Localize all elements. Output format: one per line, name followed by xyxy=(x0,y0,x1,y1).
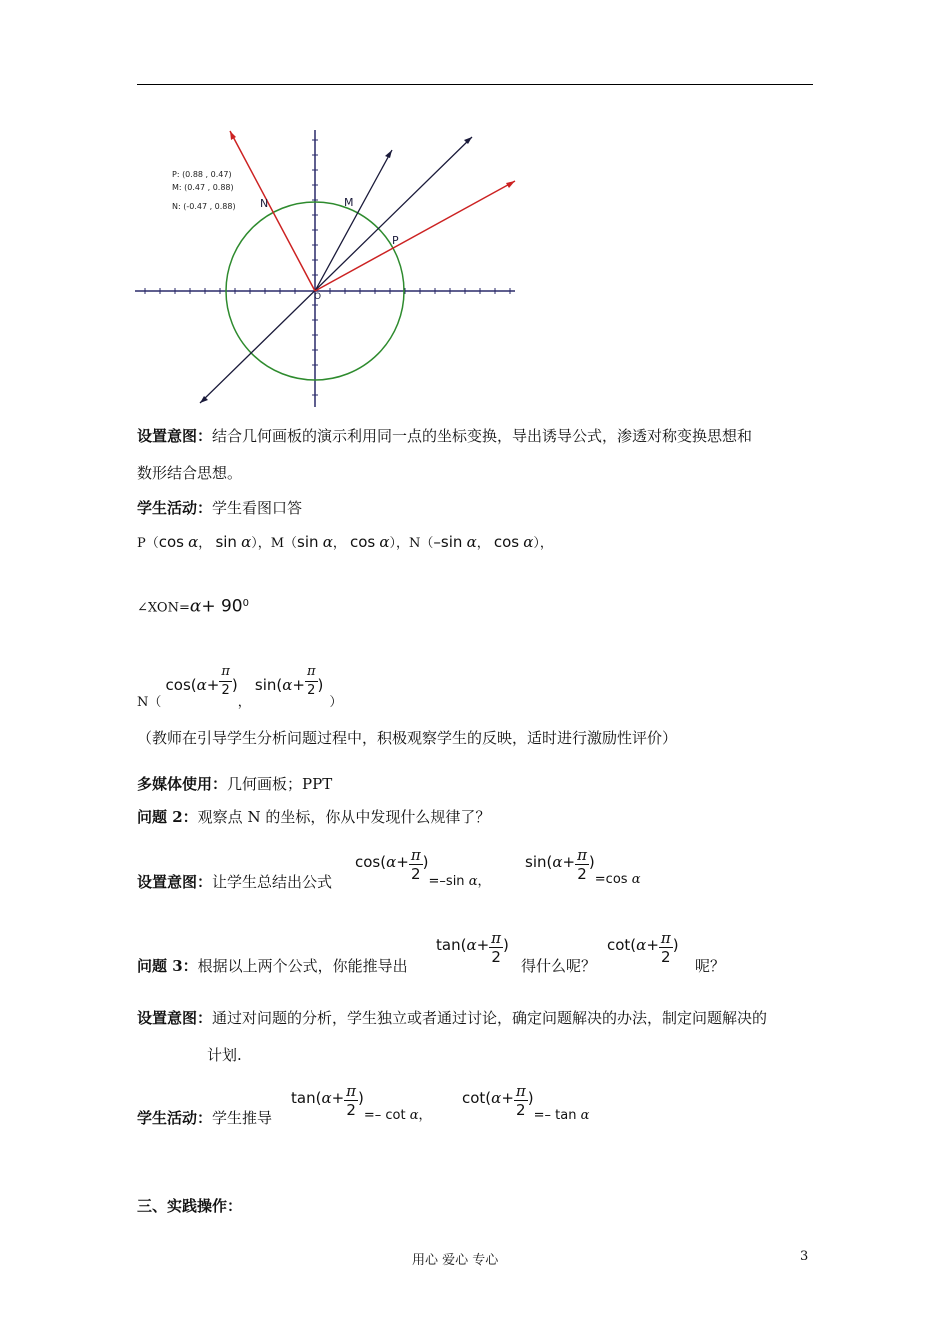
formula-tan-query: tan(α+ $\frac{\pi}{2}$ ) xyxy=(436,929,509,966)
formula-sin-shift: sin(α+ $\frac{\pi}{2}$ )=cos α xyxy=(525,846,641,887)
label-p: P xyxy=(392,234,399,247)
question-2 xyxy=(137,807,490,827)
formula-tan-result: tan(α+ $\frac{\pi}{2}$ )=– cot α， xyxy=(291,1082,432,1123)
intent-paragraph-2: 设置意图：让学生总结出公式 xyxy=(137,873,333,891)
ray-on xyxy=(230,131,315,291)
formula-cot-query: cot(α+ $\frac{\pi}{2}$ ) xyxy=(607,929,679,966)
angle-line: ∠XON=α+ $90^0$ xyxy=(137,596,249,617)
activity-paragraph-1 xyxy=(137,498,302,518)
activity-label-1: 学生活动： xyxy=(137,499,213,517)
question-3-end: 呢？ xyxy=(695,957,726,975)
intent-text-1: 结合几何画板的演示利用同一点的坐标变换，导出诱导公式，渗透对称变换思想和 xyxy=(212,427,753,445)
coord-n: N: (-0.47 , 0.88) xyxy=(172,202,236,211)
intent-paragraph-1 xyxy=(137,426,752,446)
teacher-note: （教师在引导学生分析问题过程中，积极观察学生的反映，适时进行激励性评价） xyxy=(137,729,678,747)
question-3: 问题 3：根据以上两个公式，你能推导出 xyxy=(137,957,408,975)
intent-label-1: 设置意图： xyxy=(137,427,213,445)
coord-p: P: (0.88 , 0.47) xyxy=(172,170,232,179)
label-n: N xyxy=(260,197,269,210)
label-o: O xyxy=(314,292,322,302)
n-coord-line: N（ cos(α+ $\frac{\pi}{2}$ )， sin(α+ $\frac{\pi}{2}$ )） xyxy=(137,664,343,710)
coord-m: M: (0.47 , 0.88) xyxy=(172,183,234,192)
intent-cont-3: 计划. xyxy=(207,1046,242,1064)
unit-circle-figure xyxy=(130,125,530,410)
header-rule xyxy=(137,84,813,85)
question-2-label: 问题 2： xyxy=(137,808,198,826)
question-2-text: 观察点 N 的坐标，你从中发现什么规律了？ xyxy=(197,808,491,826)
intent-paragraph-3: 设置意图：通过对问题的分析，学生独立或者通过讨论，确定问题解决的办法，制定问题解决的 xyxy=(137,1009,768,1027)
media-label: 多媒体使用： xyxy=(137,775,228,793)
media-line xyxy=(137,774,332,794)
page-number: 3 xyxy=(800,1249,809,1264)
activity-text-1: 学生看图口答 xyxy=(212,499,303,517)
activity-paragraph-2: 学生活动：学生推导 xyxy=(137,1109,273,1127)
footer-text: 用心 爱心 专心 xyxy=(412,1253,499,1268)
label-m: M xyxy=(344,196,354,209)
formula-cos-shift: cos(α+ $\frac{\pi}{2}$ )=–sin α， xyxy=(355,846,491,889)
diagonal-line xyxy=(200,137,472,403)
media-text: 几何画板；PPT xyxy=(227,775,333,793)
coordinates-line: P（cos α， sin α），M（sin α， cos α），N（–sin α， cos α）， xyxy=(137,533,553,551)
section-heading: 三、实践操作： xyxy=(137,1197,243,1215)
formula-cot-result: cot(α+ $\frac{\pi}{2}$ )=– tan α xyxy=(462,1082,590,1123)
intent-cont-1: 数形结合思想。 xyxy=(137,464,243,482)
question-3-mid: 得什么呢？ xyxy=(521,957,597,975)
